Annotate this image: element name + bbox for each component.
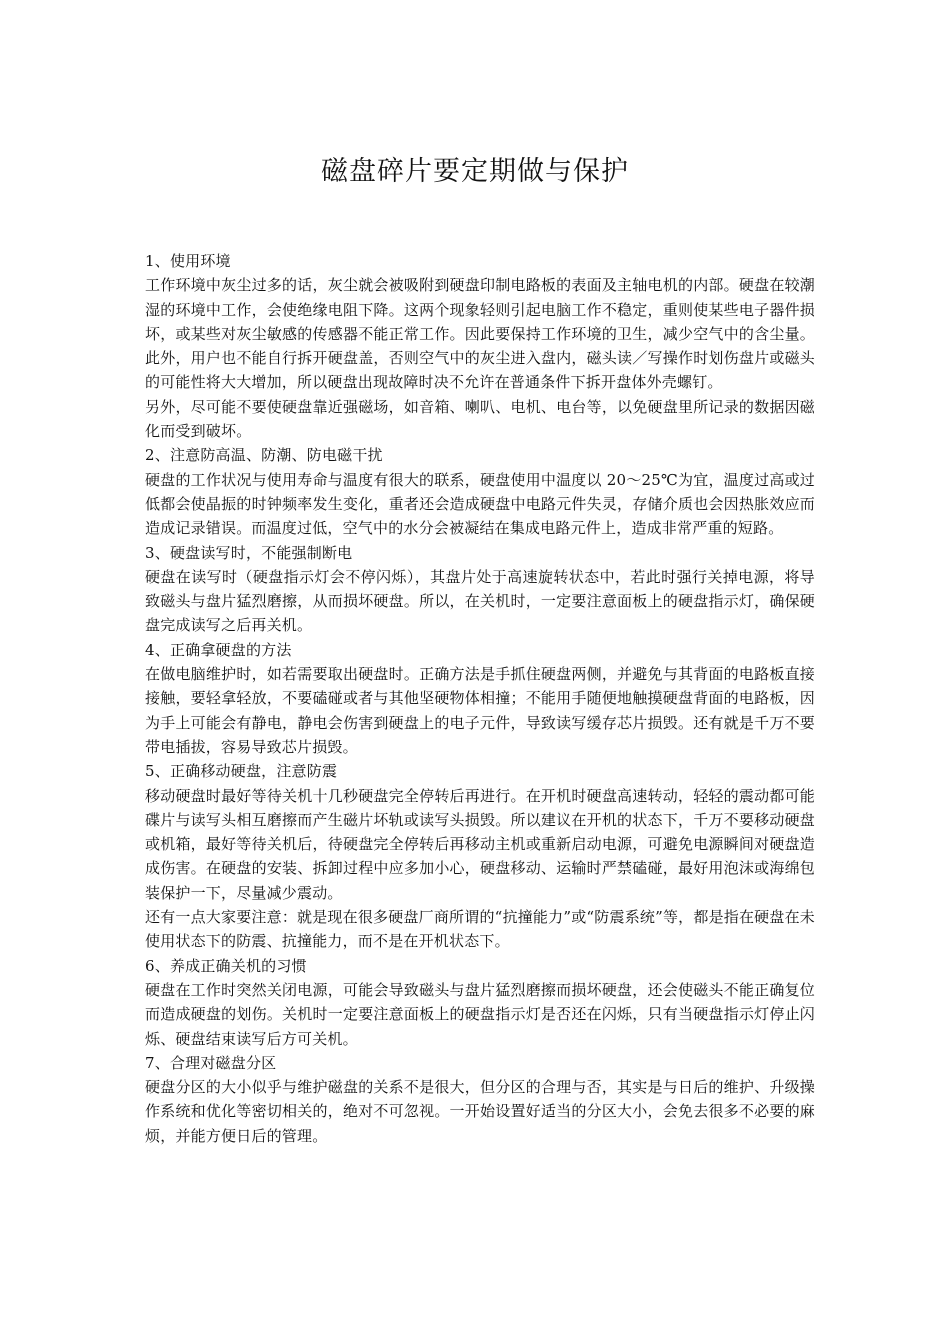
- paragraph: 另外，尽可能不要使硬盘靠近强磁场，如音箱、喇叭、电机、电台等，以免硬盘里所记录的数据因磁化而受到破坏。: [145, 397, 815, 441]
- document-title: 磁盘碎片要定期做与保护: [321, 156, 629, 187]
- paragraph: 硬盘分区的大小似乎与维护磁盘的关系不是很大，但分区的合理与否，其实是与日后的维护、升级操作系统和优化等密切相关的，绝对不可忽视。一开始设置好适当的分区大小，会免去很多不必要的麻烦，并能方便日后的管理。: [145, 1078, 815, 1145]
- section-heading: 2、注意防高温、防潮、防电磁干扰: [145, 446, 383, 465]
- section-heading: 3、硬盘读写时，不能强制断电: [145, 543, 353, 562]
- paragraph: 在做电脑维护时，如若需要取出硬盘时。正确方法是手抓住硬盘两侧，并避免与其背面的电路板直接接触，要轻拿轻放，不要磕碰或者与其他坚硬物体相撞；不能用手随便地触摸硬盘背面的电路板，因为手上可能会有静电，静电会伤害到硬盘上的电子元件，导致读写缓存芯片损毁。还有就是千万不要带电插拔，容易导致芯片损毁。: [145, 665, 815, 756]
- section-heading: 7、合理对磁盘分区: [145, 1053, 277, 1072]
- paragraph: 还有一点大家要注意：就是现在很多硬盘厂商所谓的“抗撞能力”或“防震系统”等，都是指在硬盘在未使用状态下的防震、抗撞能力，而不是在开机状态下。: [145, 908, 815, 951]
- paragraph: 硬盘的工作状况与使用寿命与温度有很大的联系，硬盘使用中温度以 20～25℃为宜，温度过高或过低都会使晶振的时钟频率发生变化，重者还会造成硬盘中电路元件失灵，存储介质也会因热胀效应而造成记录错误。而温度过低，空气中的水分会被凝结在集成电路元件上，造成非常严重的短路。: [145, 470, 815, 538]
- section-heading: 4、正确拿硬盘的方法: [145, 640, 292, 659]
- document-body: [145, 249, 815, 1148]
- paragraph: 移动硬盘时最好等待关机十几秒硬盘完全停转后再进行。在开机时硬盘高速转动，轻轻的震动都可能碟片与读写头相互磨擦而产生磁片坏轨或读写头损毁。所以建议在开机的状态下，千万不要移动硬盘或机箱，最好等待关机后，待硬盘完全停转后再移动主机或重新启动电源，可避免电源瞬间对硬盘造成伤害。在硬盘的安装、拆卸过程中应多加小心，硬盘移动、运输时严禁磕碰，最好用泡沫或海绵包装保护一下，尽量减少震动。: [145, 786, 815, 902]
- section-heading: 1、使用环境: [145, 252, 231, 270]
- paragraph: 硬盘在工作时突然关闭电源，可能会导致磁头与盘片猛烈磨擦而损坏硬盘，还会使磁头不能正确复位而造成硬盘的划伤。关机时一定要注意面板上的硬盘指示灯是否还在闪烁，只有当硬盘指示灯停止闪烁、硬盘结束读写后方可关机。: [145, 980, 815, 1048]
- section-heading: 6、养成正确关机的习惯: [145, 956, 307, 975]
- paragraph: 工作环境中灰尘过多的话，灰尘就会被吸附到硬盘印制电路板的表面及主轴电机的内部。硬盘在较潮湿的环境中工作，会使绝缘电阻下降。这两个现象轻则引起电脑工作不稳定，重则使某些电子器件损坏，或某些对灰尘敏感的传感器不能正常工作。因此要保持工作环境的卫生，减少空气中的含尘量。此外，用户也不能自行拆开硬盘盖，否则空气中的灰尘进入盘内，磁头读／写操作时划伤盘片或磁头的可能性将大大增加，所以硬盘出现故障时决不允许在普通条件下拆开盘体外壳螺钉。: [145, 276, 815, 392]
- paragraph: 硬盘在读写时（硬盘指示灯会不停闪烁），其盘片处于高速旋转状态中，若此时强行关掉电源，将导致磁头与盘片猛烈磨擦，从而损坏硬盘。所以，在关机时，一定要注意面板上的硬盘指示灯，确保硬盘完成读写之后再关机。: [145, 567, 815, 635]
- section-heading: 5、正确移动硬盘，注意防震: [145, 762, 338, 781]
